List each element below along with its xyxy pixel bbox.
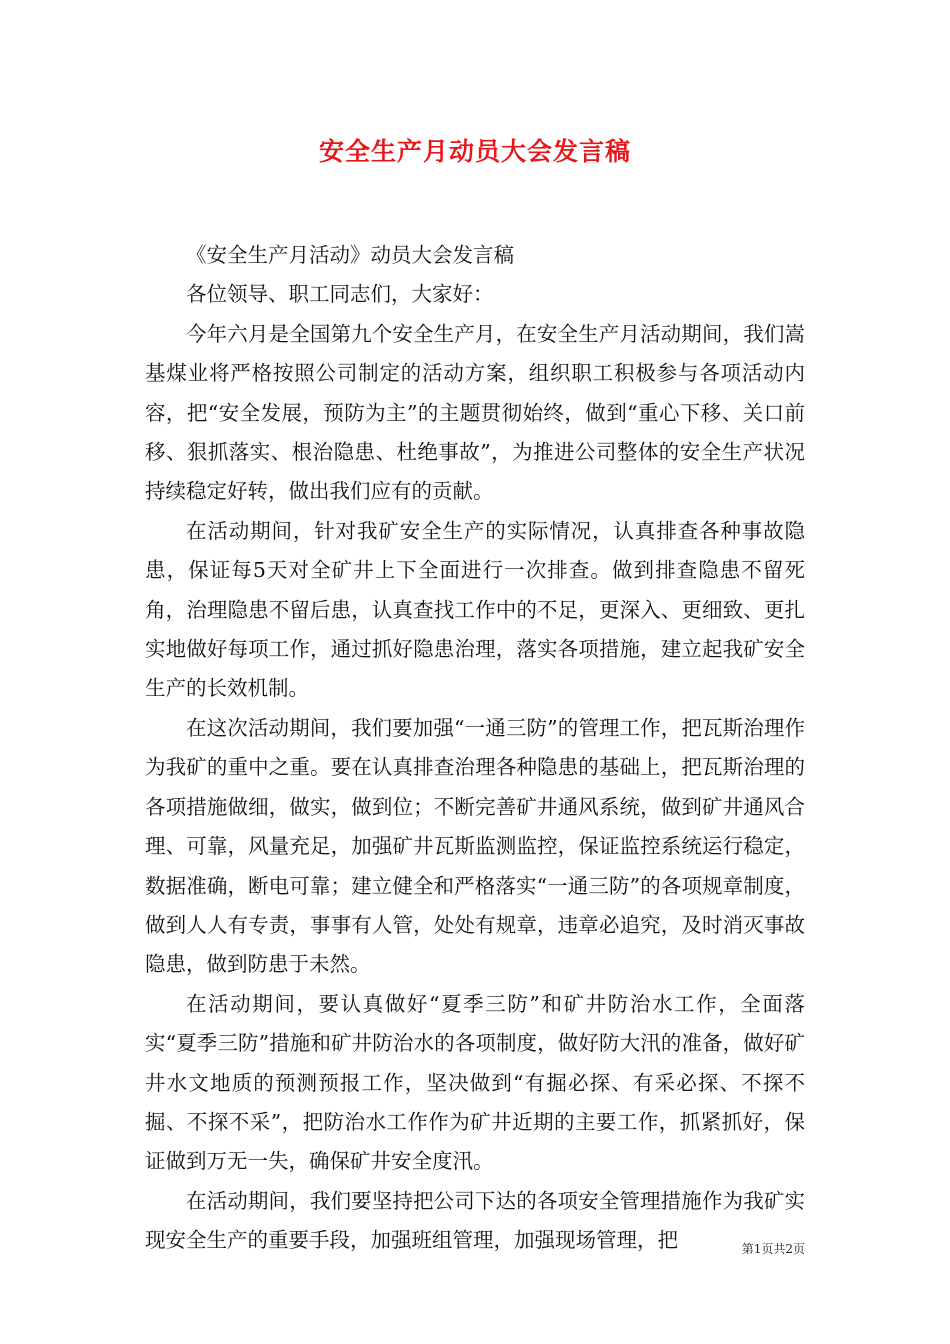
document-body — [145, 236, 805, 1261]
paragraph: 在活动期间，要认真做好“夏季三防”和矿井防治水工作，全面落实“夏季三防”措施和矿井防治水的各项制度，做好防大汛的准备，做好矿井水文地质的预测预报工作，坚决做到“有掘必探、有采必探、不探不掘、不探不采”，把防治水工作作为矿井近期的主要工作，抓紧抓好，保证做到万无一失，确保矿井安全度汛。 — [145, 991, 805, 1174]
page-number: 第1页共2页 — [741, 1242, 805, 1256]
paragraph-greeting: 各位领导、职工同志们，大家好： — [186, 282, 494, 307]
paragraph: 在活动期间，我们要坚持把公司下达的各项安全管理措施作为我矿实现安全生产的重要手段，加强班组管理，加强现场管理，把 — [145, 1188, 805, 1253]
paragraph-subtitle: 《安全生产月活动》动员大会发言稿 — [186, 243, 514, 267]
paragraph: 今年六月是全国第九个安全生产月，在安全生产月活动期间，我们嵩基煤业将严格按照公司制定的活动方案，组织职工积极参与各项活动内容，把“安全发展，预防为主”的主题贯彻始终，做到“重心下移、关口前移、狠抓落实、根治隐患、杜绝事故”，为推进公司整体的安全生产状况持续稳定好转，做出我们应有的贡献。 — [145, 321, 805, 504]
document-title: 安全生产月动员大会发言稿 — [318, 137, 631, 166]
paragraph: 在这次活动期间，我们要加强“一通三防”的管理工作，把瓦斯治理作为我矿的重中之重。要在认真排查治理各种隐患的基础上，把瓦斯治理的各项措施做细，做实，做到位；不断完善矿井通风系统，做到矿井通风合理、可靠，风量充足，加强矿井瓦斯监测监控，保证监控系统运行稳定，数据准确，断电可靠；建立健全和严格落实“一通三防”的各项规章制度，做到人人有专责，事事有人管，处处有规章，违章必追究，及时消灭事故隐患，做到防患于未然。 — [145, 715, 805, 977]
paragraph: 在活动期间，针对我矿安全生产的实际情况，认真排查各种事故隐患，保证每5天对全矿井上下全面进行一次排查。做到排查隐患不留死角，治理隐患不留后患，认真查找工作中的不足，更深入、更细致、更扎实地做好每项工作，通过抓好隐患治理，落实各项措施，建立起我矿安全生产的长效机制。 — [145, 518, 805, 701]
